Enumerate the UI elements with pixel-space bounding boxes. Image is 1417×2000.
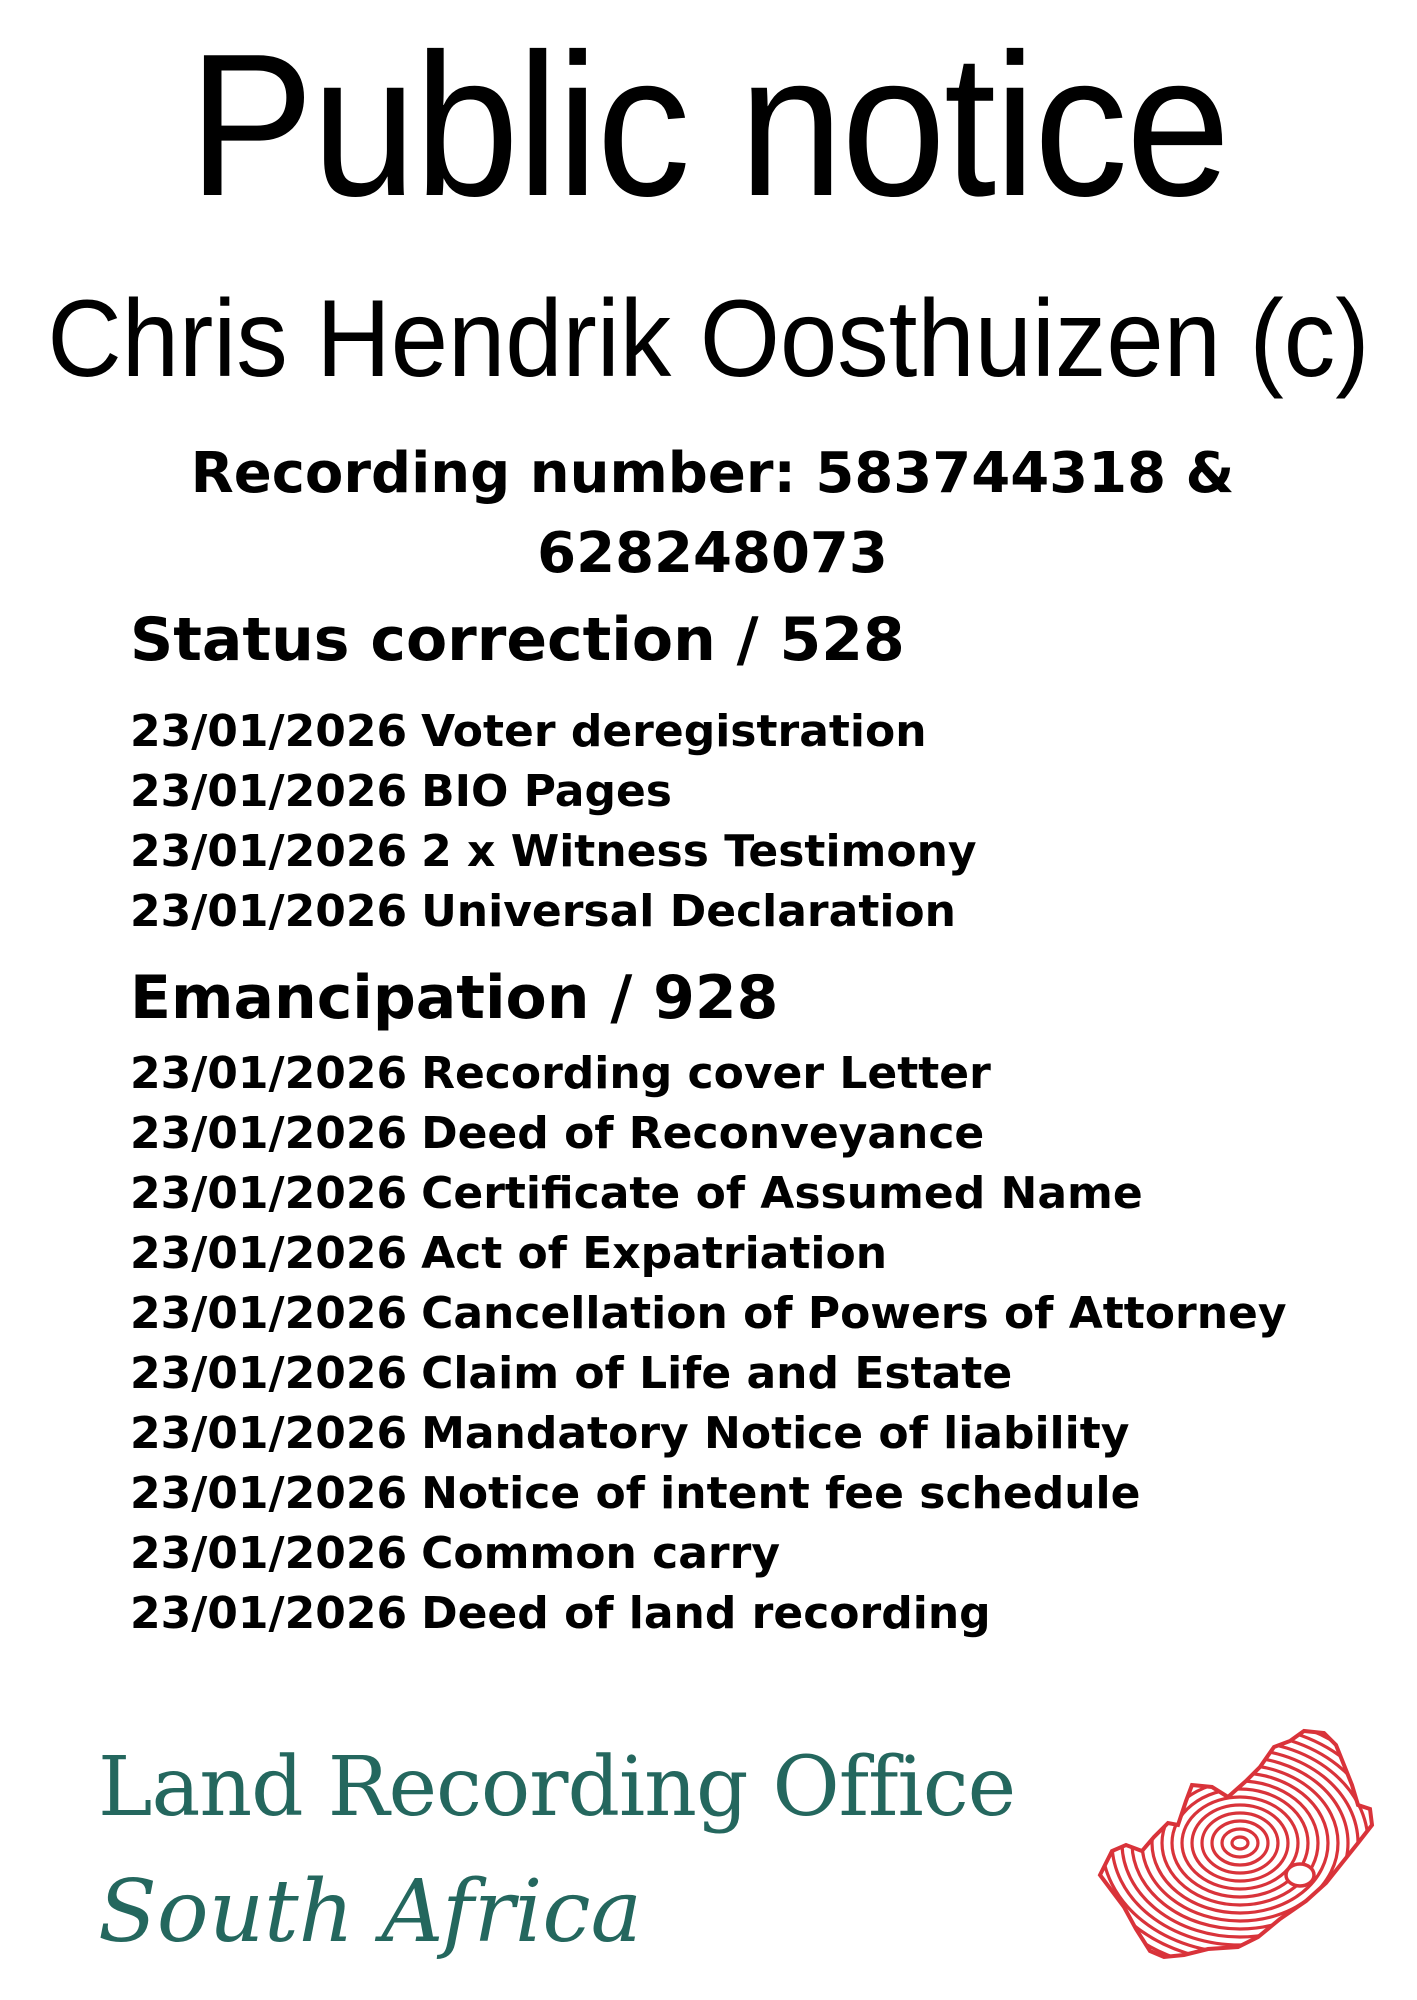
recording-line-2: 628248073 — [537, 521, 888, 586]
list-item — [130, 882, 977, 942]
item-text: Recording cover Letter — [421, 1048, 991, 1099]
item-text: Universal Declaration — [421, 886, 956, 937]
item-date: 23/01/2026 — [130, 886, 408, 937]
list-item — [130, 1404, 1287, 1464]
item-date: 23/01/2026 — [130, 1588, 408, 1639]
list-item — [130, 1164, 1287, 1224]
south-africa-fingerprint-map-icon — [1090, 1725, 1380, 1975]
item-text: Act of Expatriation — [421, 1228, 888, 1279]
notice-title: Public notice — [188, 11, 1229, 239]
list-item — [130, 762, 977, 822]
item-date: 23/01/2026 — [130, 1408, 408, 1459]
status-correction-list — [130, 702, 977, 942]
item-date: 23/01/2026 — [130, 766, 408, 817]
item-text: 2 x Witness Testimony — [421, 826, 977, 877]
list-item — [130, 702, 977, 762]
item-date: 23/01/2026 — [130, 1528, 408, 1579]
item-date: 23/01/2026 — [130, 1228, 408, 1279]
item-date: 23/01/2026 — [130, 1108, 408, 1159]
list-item — [130, 1104, 1287, 1164]
item-text: Deed of Reconveyance — [421, 1108, 985, 1159]
logo-office-name: Land Recording Office — [98, 1740, 1016, 1835]
item-text: Notice of intent fee schedule — [421, 1468, 1141, 1519]
recording-numbers — [120, 434, 1305, 594]
logo-country-name: South Africa — [98, 1862, 642, 1962]
list-item — [130, 1044, 1287, 1104]
item-text: Mandatory Notice of liability — [421, 1408, 1130, 1459]
item-date: 23/01/2026 — [130, 1168, 408, 1219]
item-text: BIO Pages — [421, 766, 672, 817]
item-date: 23/01/2026 — [130, 1048, 408, 1099]
item-date: 23/01/2026 — [130, 1348, 408, 1399]
item-text: Cancellation of Powers of Attorney — [421, 1288, 1287, 1339]
emancipation-list — [130, 1044, 1287, 1644]
item-date: 23/01/2026 — [130, 1288, 408, 1339]
list-item — [130, 1344, 1287, 1404]
list-item — [130, 1524, 1287, 1584]
list-item — [130, 1584, 1287, 1644]
item-date: 23/01/2026 — [130, 1468, 408, 1519]
emancipation-heading: Emancipation / 928 — [130, 963, 779, 1033]
item-text: Claim of Life and Estate — [421, 1348, 1013, 1399]
item-text: Common carry — [421, 1528, 781, 1579]
item-text: Deed of land recording — [421, 1588, 991, 1639]
list-item — [130, 1224, 1287, 1284]
status-correction-heading: Status correction / 528 — [130, 605, 905, 675]
recording-line-1: Recording number: 583744318 & — [190, 441, 1235, 506]
item-text: Voter deregistration — [421, 706, 927, 757]
item-date: 23/01/2026 — [130, 706, 408, 757]
list-item — [130, 822, 977, 882]
item-text: Certificate of Assumed Name — [421, 1168, 1143, 1219]
list-item — [130, 1284, 1287, 1344]
person-name: Chris Hendrik Oosthuizen (c) — [47, 277, 1370, 400]
list-item — [130, 1464, 1287, 1524]
item-date: 23/01/2026 — [130, 826, 408, 877]
